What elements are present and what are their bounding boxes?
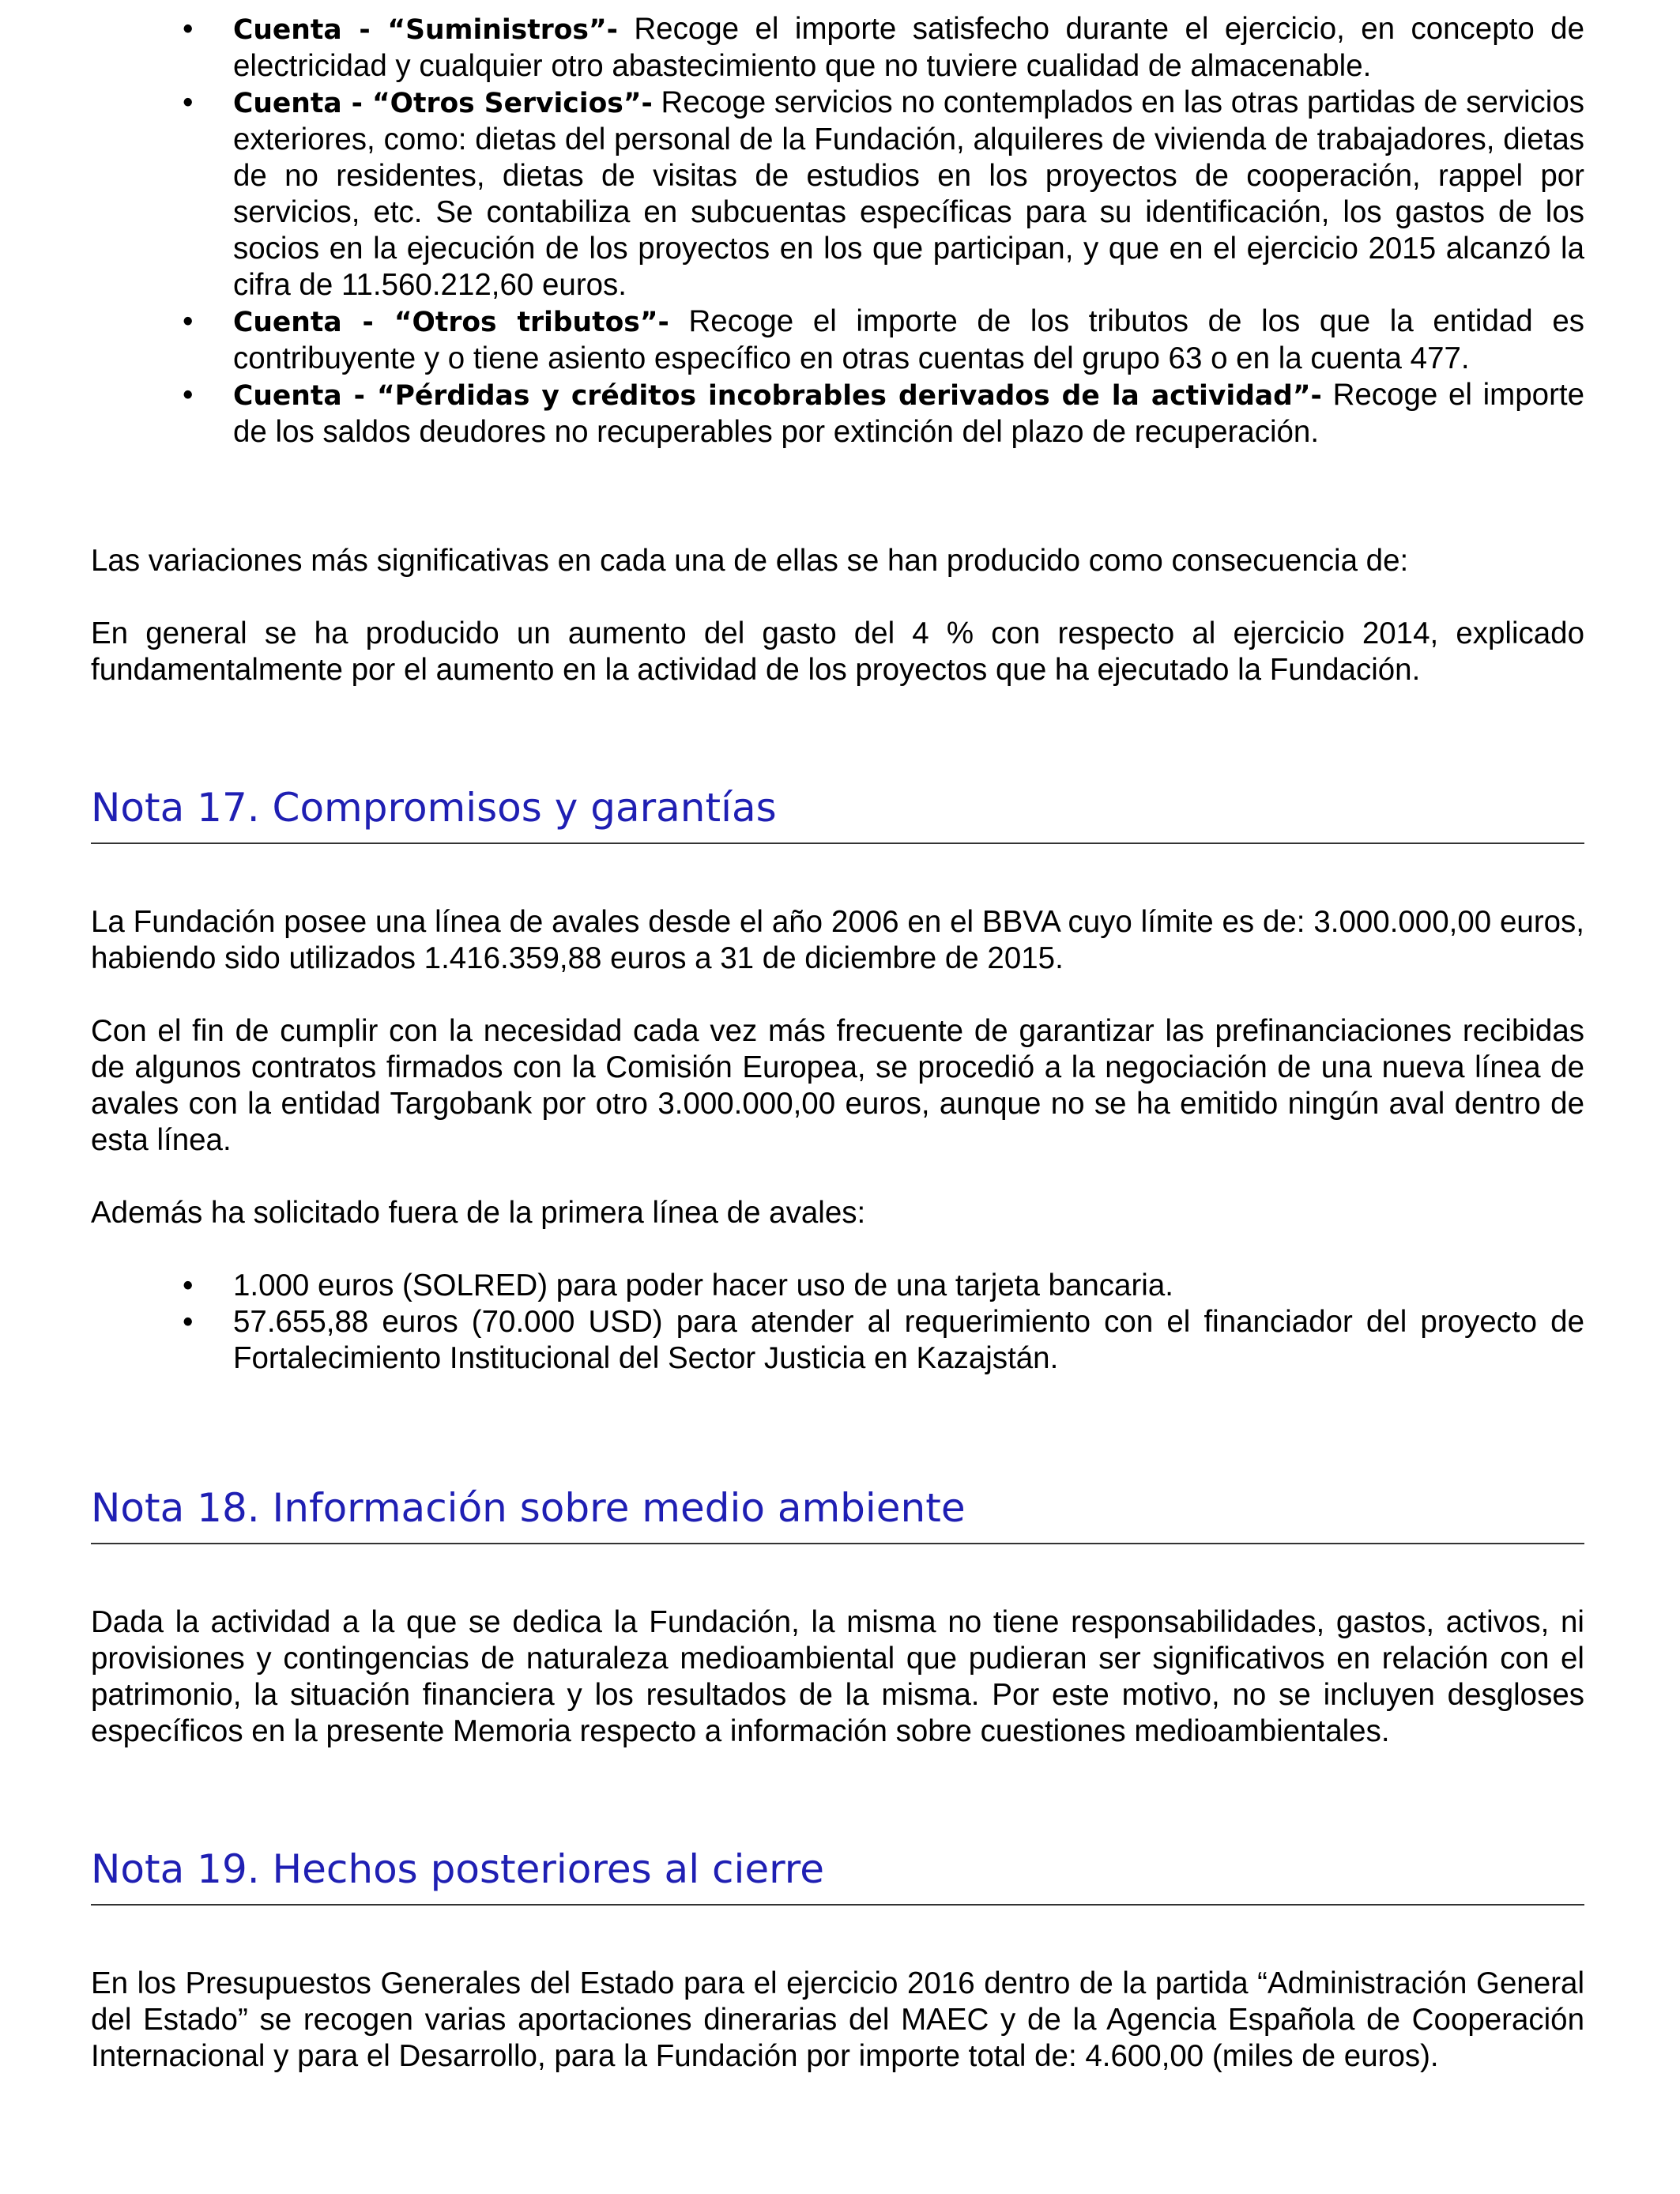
nota17-paragraph-2: Con el fin de cumplir con la necesidad cada vez más frecuente de garantizar las prefinanciaciones recibidas de algunos contratos firmados con la Comisión Europea, se procedió a la negociación de una nueva línea de avales con la entidad Targobank por otro 3.000.000,00 euros, aunque no se ha emitido ningún aval dentro de esta línea. — [91, 1014, 1584, 1157]
nota17-heading: Nota 17. Compromisos y garantías — [91, 784, 1584, 844]
bullet-icon: • — [183, 304, 194, 338]
cuenta-text: Recoge el importe de los tributos de los que la entidad es contribuyente y o tiene asiento específico en otras cuentas del grupo 63 o en la cuenta 477. — [233, 304, 1584, 375]
aval-text: 57.655,88 euros (70.000 USD) para atender al requerimiento con el financiador del proyecto de Fortalecimiento Institucional del Sector Justicia en Kazajstán. — [233, 1305, 1584, 1375]
nota17-paragraph-3: Además ha solicitado fuera de la primera línea de avales: — [91, 1196, 866, 1230]
aumento-paragraph: En general se ha producido un aumento del gasto del 4 % con respecto al ejercicio 2014, explicado fundamentalmente por el aumento en la actividad de los proyectos que ha ejecutado la Fundación. — [91, 616, 1584, 687]
cuentas-list — [91, 11, 1584, 450]
list-item — [91, 1304, 1584, 1377]
nota19-paragraph-1: En los Presupuestos Generales del Estado para el ejercicio 2016 dentro de la partida “Administración General del Estado” se recogen varias aportaciones dinerarias del MAEC y de la Agencia Española de Cooperación Internacional y para el Desarrollo, para la Fundación por importe total de: 4.600,00 (miles de euros). — [91, 1966, 1584, 2073]
bullet-icon: • — [183, 1305, 194, 1339]
cuenta-text: Recoge servicios no contemplados en las otras partidas de servicios exteriores, como: dietas del personal de la Fundación, alquileres de vivienda de trabajadores, dietas de no residentes, dietas de visitas de estudios en los proyectos de cooperación, rappel por servicios, etc. Se contabiliza en subcuentas específicas para su identificación, los gastos de los socios en la ejecución de los proyectos en los que participan, y que en el ejercicio 2015 alcanzó la cifra de 11.560.212,60 euros. — [233, 85, 1584, 302]
avales-list — [91, 1268, 1584, 1377]
bullet-icon: • — [183, 12, 194, 46]
variaciones-paragraph: Las variaciones más significativas en cada una de ellas se han producido como consecuencia de: — [91, 544, 1409, 578]
bullet-icon: • — [183, 378, 194, 412]
nota19-heading: Nota 19. Hechos posteriores al cierre — [91, 1845, 1584, 1906]
cuenta-name: Cuenta - “Pérdidas y créditos incobrables derivados de la actividad”- — [233, 380, 1322, 412]
nota18-heading: Nota 18. Información sobre medio ambiente — [91, 1484, 1584, 1544]
nota17-paragraph-1: La Fundación posee una línea de avales desde el año 2006 en el BBVA cuyo límite es de: 3.000.000,00 euros, habiendo sido utilizados 1.416.359,88 euros a 31 de diciembre de 2015. — [91, 905, 1584, 975]
list-item — [91, 377, 1584, 450]
cuenta-name: Cuenta - “Suministros”- — [233, 14, 618, 46]
cuenta-text: Recoge el importe de los saldos deudores no recuperables por extinción del plazo de recuperación. — [233, 378, 1585, 449]
bullet-icon: • — [183, 85, 194, 119]
bullet-icon: • — [183, 1269, 194, 1302]
nota18-paragraph-1: Dada la actividad a la que se dedica la Fundación, la misma no tiene responsabilidades, gastos, activos, ni provisiones y contingencias de naturaleza medioambiental que pudieran ser significativos en relación con el patrimonio, la situación financiera y los resultados de la misma. Por este motivo, no se incluyen desgloses específicos en la presente Memoria respecto a información sobre cuestiones medioambientales. — [91, 1605, 1584, 1748]
cuenta-name: Cuenta - “Otros tributos”- — [233, 307, 669, 338]
document-page — [91, 0, 1584, 2075]
list-item — [91, 85, 1584, 303]
cuenta-text: Recoge el importe satisfecho durante el ejercicio, en concepto de electricidad y cualquier otro abastecimiento que no tuviere cualidad de almacenable. — [233, 12, 1584, 83]
cuenta-name: Cuenta - “Otros Servicios”- — [233, 88, 653, 119]
aval-text: 1.000 euros (SOLRED) para poder hacer uso de una tarjeta bancaria. — [233, 1269, 1173, 1302]
list-item — [91, 303, 1584, 377]
list-item — [91, 11, 1584, 85]
list-item — [91, 1268, 1584, 1304]
